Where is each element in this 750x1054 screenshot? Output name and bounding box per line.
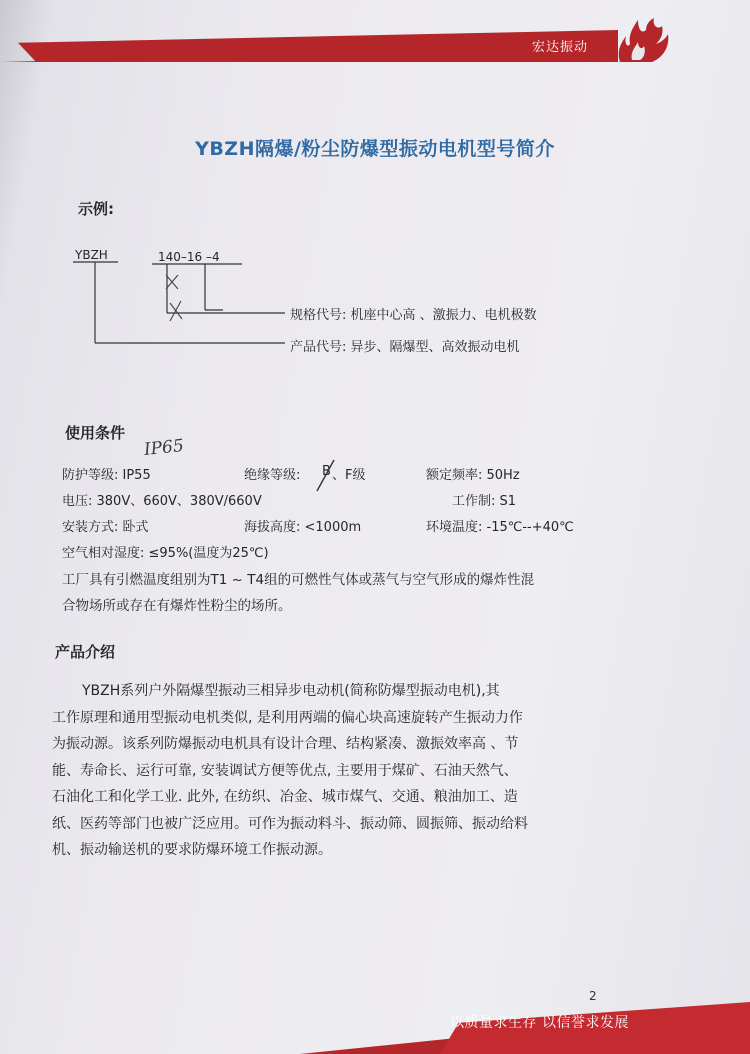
insulation-struck-value: B <box>322 464 331 479</box>
conditions-heading: 使用条件 <box>65 424 126 442</box>
intro-line: 为振动源。该系列防爆振动电机具有设计合理、结构紧凑、激振效率高 、节 <box>52 736 519 752</box>
rated-frequency: 额定频率: 50Hz <box>426 468 520 483</box>
model-code: YBZH <box>75 248 108 262</box>
relative-humidity: 空气相对湿度: ≤95%(温度为25℃) <box>62 546 269 561</box>
insulation-value: 、F级 <box>332 468 366 483</box>
conditions-note-line2: 合物场所或存在有爆炸性粉尘的场所。 <box>62 598 292 614</box>
brand-name: 宏达振动 <box>532 40 589 55</box>
handwritten-note: IP65 <box>143 435 185 461</box>
mounting-type: 安装方式: 卧式 <box>62 520 149 535</box>
spec-code-label: 规格代号: 机座中心高 、激振力、电机极数 <box>290 308 537 323</box>
footer-slogan: 以质量求生存 以信誉求发展 <box>450 1015 629 1031</box>
intro-line: 能、寿命长、运行可靠, 安装调试方便等优点, 主要用于煤矿、石油天然气、 <box>52 762 518 779</box>
intro-line: YBZH系列户外隔爆型振动三相异步电动机(简称防爆型振动电机),其 <box>82 683 500 699</box>
intro-line: 石油化工和化学工业. 此外, 在纺织、冶金、城市煤气、交通、粮油加工、造 <box>52 789 518 805</box>
product-code-label: 产品代号: 异步、隔爆型、高效振动电机 <box>290 340 520 355</box>
voltage: 电压: 380V、660V、380V/660V <box>62 494 262 509</box>
intro-line: 纸、医药等部门也被广泛应用。可作为振动料斗、振动筛、圆振筛、振动给料 <box>52 815 528 832</box>
altitude: 海拔高度: <1000m <box>244 520 362 535</box>
example-heading: 示例: <box>78 200 114 218</box>
model-diagram <box>60 255 300 355</box>
insulation-label: 绝缘等级: <box>244 468 301 483</box>
page-title: YBZH隔爆/粉尘防爆型振动电机型号简介 <box>195 138 555 160</box>
model-spec: 140–16 –4 <box>158 250 220 264</box>
page-number: 2 <box>589 989 597 1003</box>
flame-logo-icon <box>612 14 672 66</box>
conditions-note-line1: 工厂具有引燃温度组别为T1 ~ T4组的可燃性气体或蒸气与空气形成的爆炸性混 <box>62 572 535 588</box>
intro-line: 机、振动输送机的要求防爆环境工作振动源。 <box>52 842 332 858</box>
intro-paragraph <box>52 678 672 864</box>
intro-line: 工作原理和通用型振动电机类似, 是利用两端的偏心块高速旋转产生振动力作 <box>52 709 523 726</box>
ambient-temperature: 环境温度: -15℃--+40℃ <box>426 520 574 535</box>
protection-grade: 防护等级: IP55 <box>62 468 151 483</box>
duty-type: 工作制: S1 <box>452 494 517 509</box>
intro-heading: 产品介绍 <box>55 643 116 661</box>
